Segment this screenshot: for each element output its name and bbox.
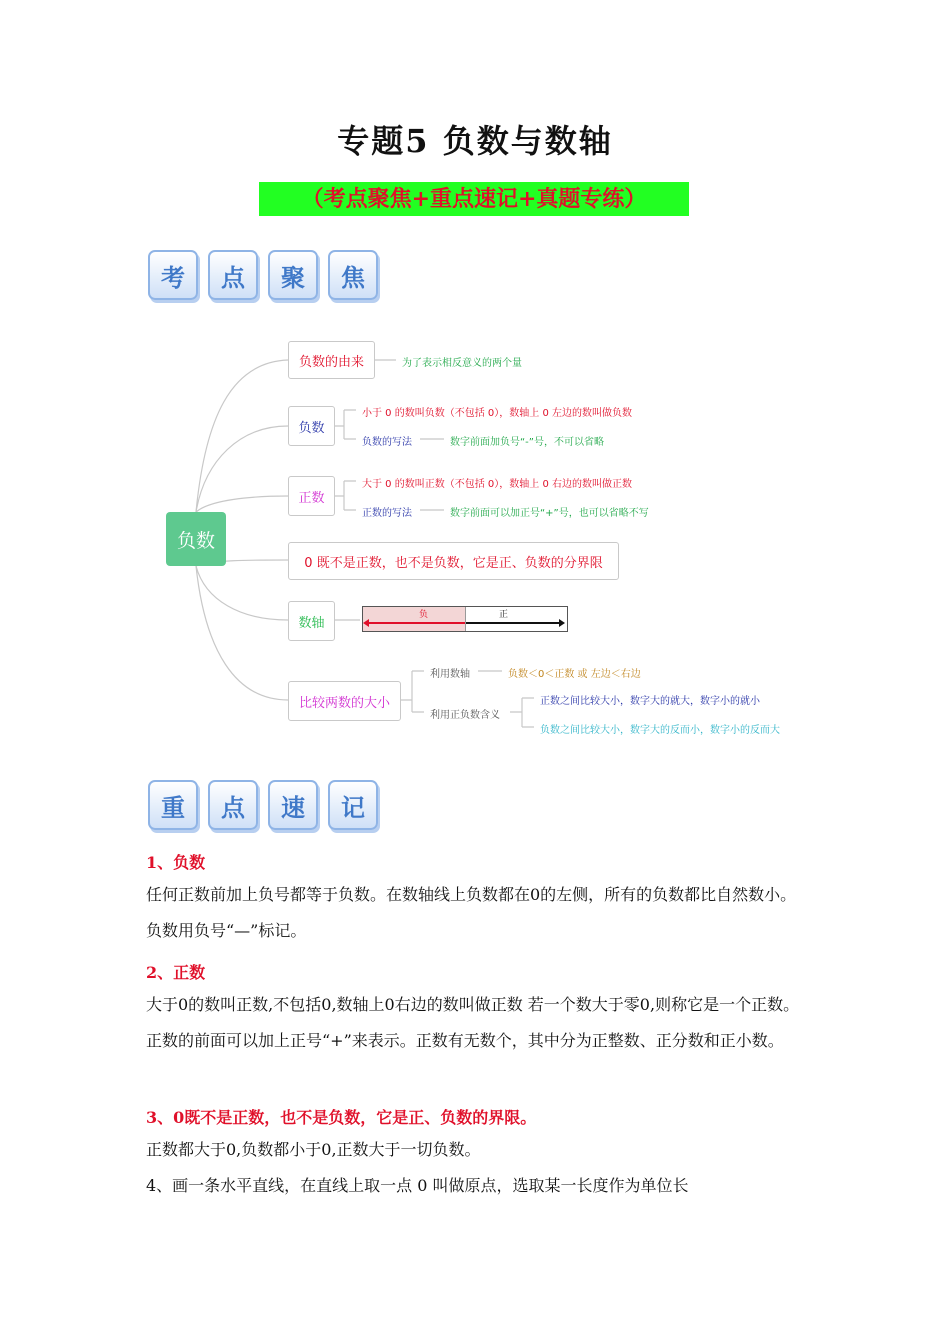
mm-axis-positive-arrow [466, 622, 560, 624]
mm-compare-node: 比较两数的大小 [288, 681, 401, 721]
tile-dian2: 点 [208, 780, 258, 830]
mm-negative-def: 小于 0 的数叫负数（不包括 0），数轴上 0 左边的数叫做负数 [362, 408, 632, 419]
mm-number-line-box [362, 606, 568, 632]
page-subtitle: （考点聚焦+重点速记+真题专练） [259, 182, 689, 216]
mm-origin-node: 负数的由来 [288, 341, 375, 379]
mm-positive-writing-note: 数字前面可以加正号“+”号，也可以省略不写 [450, 508, 649, 519]
mm-axis-positive-label: 正 [499, 610, 509, 620]
mm-negative-writing: 负数的写法 [362, 437, 412, 448]
mm-compare-rule-positive: 正数之间比较大小，数字大的就大，数字小的就小 [540, 696, 760, 707]
mm-negative-region [363, 607, 465, 631]
mindmap-center-node: 负数 [166, 512, 226, 566]
mm-zero-node: 0 既不是正数，也不是负数，它是正、负数的分界限 [288, 542, 619, 580]
mm-origin-note: 为了表示相反意义的两个量 [402, 358, 522, 369]
heading-negative: 1、负数 [146, 853, 206, 872]
mm-axis-left-arrowhead [363, 619, 369, 627]
section-tiles-notes [148, 780, 388, 830]
para-axis: 4、画一条水平直线，在直线上取一点 0 叫做原点，选取某一长度作为单位长 [146, 1176, 689, 1195]
tile-ji: 记 [328, 780, 378, 830]
mm-axis-right-arrowhead [559, 619, 565, 627]
mm-axis-negative-arrow [367, 622, 465, 624]
tile-ju: 聚 [268, 250, 318, 300]
mm-positive-writing: 正数的写法 [362, 508, 412, 519]
tile-dian: 点 [208, 250, 258, 300]
heading-zero: 3、0既不是正数，也不是负数，它是正、负数的界限。 [146, 1108, 537, 1127]
page-title: 专题5 负数与数轴 [337, 122, 613, 160]
mm-negative-writing-note: 数字前面加负号“-”号，不可以省略 [450, 437, 604, 448]
para-zero: 正数都大于0,负数都小于0,正数大于一切负数。 [146, 1140, 481, 1159]
para-negative: 任何正数前加上负号都等于负数。在数轴线上负数都在0的左侧，所有的负数都比自然数小。负数用负号“—”标记。 [146, 885, 797, 940]
mm-positive-def: 大于 0 的数叫正数（不包括 0），数轴上 0 右边的数叫做正数 [362, 479, 632, 490]
tile-jiao: 焦 [328, 250, 378, 300]
tile-zhong: 重 [148, 780, 198, 830]
mm-axis-node: 数轴 [288, 601, 335, 641]
mm-compare-rule-negative: 负数之间比较大小，数字大的反而小，数字小的反而大 [540, 725, 780, 736]
heading-positive: 2、正数 [146, 963, 206, 982]
para-positive: 大于0的数叫正数,不包括0,数轴上0右边的数叫做正数 若一个数大于零0,则称它是一个正数。正数的前面可以加上正号“+”来表示。正数有无数个，其中分为正整数、正分数和正小数。 [146, 995, 800, 1050]
mm-compare-method2: 利用正负数含义 [430, 710, 500, 721]
mm-origin-divider [465, 607, 466, 631]
mm-compare-method1: 利用数轴 [430, 669, 470, 680]
mm-positive-node: 正数 [288, 476, 335, 516]
mm-negative-node: 负数 [288, 406, 335, 446]
mm-axis-negative-label: 负 [419, 610, 429, 620]
mm-compare-method1-note: 负数＜0＜正数 或 左边＜右边 [508, 669, 641, 680]
tile-su: 速 [268, 780, 318, 830]
tile-kao: 考 [148, 250, 198, 300]
